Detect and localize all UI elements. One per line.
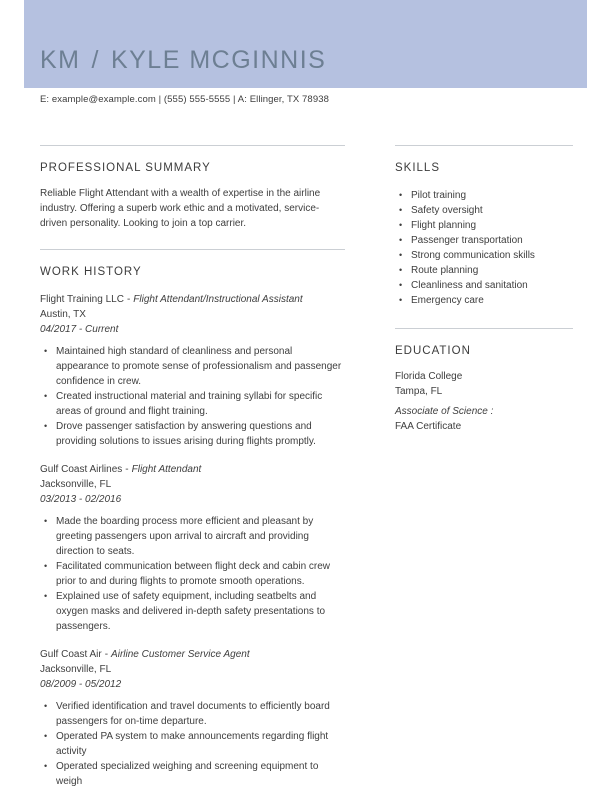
bullet-icon: • — [399, 295, 403, 305]
bullet-icon: • — [44, 421, 48, 431]
section-title-professional-summary: PROFESSIONAL SUMMARY — [40, 162, 211, 174]
monogram: KM — [40, 46, 81, 74]
job-separator: - — [125, 464, 129, 475]
section-title-work-history: WORK HISTORY — [40, 266, 142, 278]
section-divider — [40, 145, 345, 146]
side-column — [395, 145, 573, 434]
bullet-icon: • — [399, 190, 403, 200]
job-bullet-list — [40, 514, 345, 634]
bullet-icon: • — [399, 250, 403, 260]
edu-degree: Associate of Science : — [395, 406, 494, 417]
bullet-text: Verified identification and travel documents to efficiently board passengers for on-time departure. — [56, 701, 330, 727]
bullet-text: Made the boarding process more efficient and pleasant by greeting passengers upon arrival to aircraft and providing direction to seats. — [56, 516, 314, 557]
list-item — [40, 759, 345, 789]
bullet-icon: • — [399, 265, 403, 275]
summary-text: Reliable Flight Attendant with a wealth of expertise in the airline industry. Offering a superb work ethic and a motivated, service-driven personality. Looking to join a top carrier. — [40, 188, 321, 229]
list-item — [40, 344, 345, 389]
job-employer: Gulf Coast Air — [40, 649, 102, 660]
bullet-icon: • — [44, 591, 48, 601]
bullet-text: Maintained high standard of cleanliness and personal appearance to promote sense of professionalism and passenger confidence in crew. — [56, 346, 342, 387]
job-bullet-list — [40, 344, 345, 449]
skill-text: Emergency care — [411, 295, 484, 306]
list-item — [40, 419, 345, 449]
edu-location: Tampa, FL — [395, 386, 443, 397]
main-column — [40, 145, 345, 789]
skill-text: Pilot training — [411, 190, 467, 201]
job-title: Flight Attendant/Instructional Assistant — [133, 294, 303, 305]
section-title-skills: SKILLS — [395, 162, 440, 174]
list-item — [395, 218, 573, 233]
job-heading — [40, 647, 345, 662]
list-item — [395, 203, 573, 218]
list-item — [395, 233, 573, 248]
job-entry — [40, 462, 345, 634]
job-bullet-list — [40, 699, 345, 789]
contact-line: E: example@example.com | (555) 555-5555 | A: Ellinger, TX 78938 — [40, 94, 329, 105]
name-line — [40, 48, 326, 73]
bullet-icon: • — [44, 561, 48, 571]
list-item — [40, 514, 345, 559]
job-separator: - — [104, 649, 109, 660]
bullet-icon: • — [44, 346, 48, 356]
full-name: KYLE MCGINNIS — [110, 46, 327, 74]
bullet-text: Operated specialized weighing and screening equipment to weigh — [56, 761, 319, 787]
list-item — [40, 559, 345, 589]
job-heading — [40, 292, 345, 307]
bullet-icon: • — [44, 701, 48, 711]
bullet-icon: • — [44, 516, 48, 526]
job-location: Jacksonville, FL — [40, 664, 112, 675]
job-entry — [40, 292, 345, 449]
skill-text: Route planning — [411, 265, 479, 276]
bullet-icon: • — [399, 205, 403, 215]
job-title: Flight Attendant — [131, 464, 202, 475]
bullet-text: Explained use of safety equipment, including seatbelts and oxygen masks and delivered in-depth safety presentations to passengers. — [56, 591, 326, 632]
education-degree — [395, 404, 573, 434]
edu-certificate: FAA Certificate — [395, 421, 462, 432]
bullet-icon: • — [399, 235, 403, 245]
job-title: Airline Customer Service Agent — [111, 649, 250, 660]
job-location: Austin, TX — [40, 309, 86, 320]
header-banner — [24, 0, 587, 88]
bullet-icon: • — [399, 280, 403, 290]
list-item — [40, 729, 345, 759]
job-heading — [40, 462, 345, 477]
bullet-icon: • — [44, 391, 48, 401]
bullet-text: Facilitated communication between flight deck and cabin crew prior to and during flights to promote smooth operations. — [56, 561, 331, 587]
section-divider — [395, 145, 573, 146]
list-item — [40, 699, 345, 729]
bullet-icon: • — [44, 761, 48, 771]
name-separator: / — [91, 46, 100, 74]
bullet-icon: • — [399, 220, 403, 230]
job-entry — [40, 647, 345, 789]
bullet-text: Drove passenger satisfaction by answering questions and providing solutions to issues arising during flights promptly. — [56, 421, 316, 447]
skill-text: Safety oversight — [411, 205, 483, 216]
skill-text: Flight planning — [411, 220, 477, 231]
list-item — [395, 248, 573, 263]
skill-text: Cleanliness and sanitation — [411, 280, 528, 291]
job-dates: 08/2009 - 05/2012 — [40, 679, 122, 690]
skill-text: Strong communication skills — [411, 250, 535, 261]
job-dates: 03/2013 - 02/2016 — [40, 494, 122, 505]
bullet-icon: • — [44, 731, 48, 741]
section-divider — [395, 328, 573, 329]
education-entry — [395, 369, 573, 399]
job-dates: 04/2017 - Current — [40, 324, 119, 335]
job-employer: Gulf Coast Airlines — [40, 464, 123, 475]
job-location: Jacksonville, FL — [40, 479, 112, 490]
bullet-text: Operated PA system to make announcements regarding flight activity — [56, 731, 329, 757]
list-item — [395, 293, 573, 308]
bullet-text: Created instructional material and training syllabi for specific areas of ground and flight training. — [56, 391, 323, 417]
job-employer: Flight Training LLC — [40, 294, 124, 305]
list-item — [395, 278, 573, 293]
edu-school: Florida College — [395, 371, 463, 382]
skills-list — [395, 188, 573, 308]
job-separator: - — [126, 294, 131, 305]
list-item — [395, 263, 573, 278]
list-item — [40, 389, 345, 419]
list-item — [40, 589, 345, 634]
section-title-education: EDUCATION — [395, 345, 471, 357]
list-item — [395, 188, 573, 203]
skill-text: Passenger transportation — [411, 235, 523, 246]
section-divider — [40, 249, 345, 250]
